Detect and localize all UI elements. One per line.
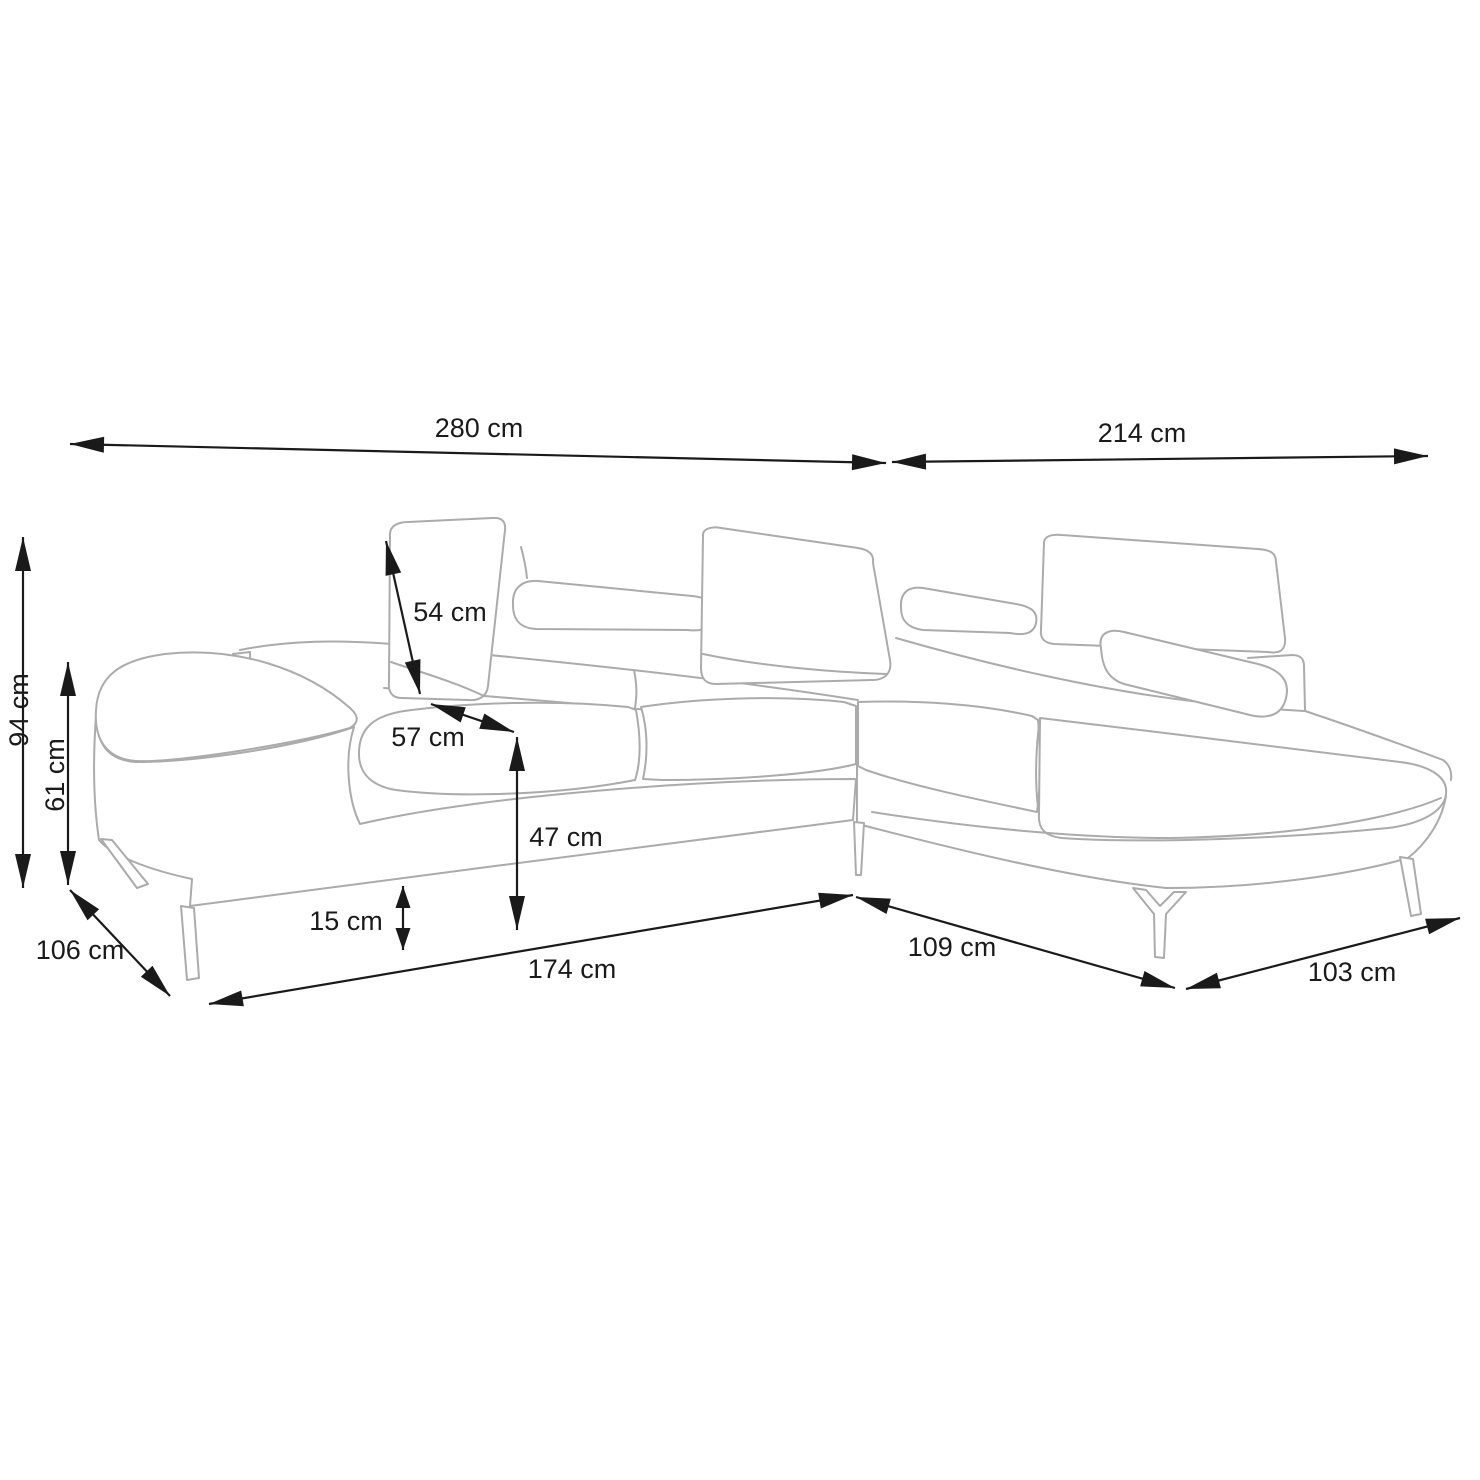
dimension-line xyxy=(856,897,1175,988)
arrowhead xyxy=(396,886,411,908)
dimension-ground-clearance xyxy=(309,886,410,950)
dimension-total-width-left xyxy=(70,413,886,470)
headrest-right xyxy=(1041,535,1285,653)
dimension-depth-right xyxy=(1186,918,1460,989)
sofa-drawing xyxy=(94,518,1451,980)
leg-left-front xyxy=(181,906,199,980)
dimension-label: 57 cm xyxy=(391,722,465,752)
back-seam-l1-m1 xyxy=(521,547,527,578)
dimension-line xyxy=(70,444,886,463)
headrest-left-2 xyxy=(701,527,890,684)
dimension-total-height xyxy=(4,537,34,888)
back-top-edge xyxy=(240,642,392,650)
arrowhead xyxy=(892,454,926,470)
arrowhead xyxy=(1186,973,1221,989)
leg-chaise-middle xyxy=(1133,888,1186,958)
back-pillow-left xyxy=(513,581,714,631)
chaise-cushion xyxy=(1039,718,1446,840)
dimension-depth-left xyxy=(36,890,170,996)
arrowhead xyxy=(1394,448,1428,464)
dimension-total-width-right xyxy=(892,418,1428,470)
dimension-label: 106 cm xyxy=(35,935,125,965)
arrowhead xyxy=(818,893,853,909)
arrowhead xyxy=(60,851,76,885)
dimension-label: 15 cm xyxy=(309,906,383,936)
back-cushion-divider xyxy=(634,670,636,708)
arrowhead xyxy=(15,537,31,571)
arrowhead xyxy=(856,897,891,914)
arrowhead xyxy=(509,896,525,930)
arrowhead xyxy=(209,990,244,1006)
dimension-line xyxy=(209,895,853,1004)
dimension-label: 61 cm xyxy=(40,738,70,812)
leg-corner xyxy=(854,822,864,875)
back-pillow-corner xyxy=(901,588,1036,634)
arrowhead xyxy=(1425,918,1460,934)
arrowhead xyxy=(1140,971,1175,988)
dimension-label: 109 cm xyxy=(907,932,997,962)
arrowhead xyxy=(396,928,411,950)
dimension-label: 54 cm xyxy=(413,597,487,627)
corner-seat-cushion xyxy=(858,702,1040,812)
seat-cushion-2 xyxy=(641,698,856,780)
dimension-label: 174 cm xyxy=(527,954,617,984)
dimension-label: 103 cm xyxy=(1307,957,1397,987)
dimension-line xyxy=(892,456,1428,462)
arrowhead xyxy=(70,437,104,453)
arrowhead xyxy=(15,854,31,888)
dimension-front-width-left xyxy=(209,893,853,1006)
dimension-label: 280 cm xyxy=(434,413,524,443)
dimension-label: 47 cm xyxy=(529,822,603,852)
dimension-front-width-right xyxy=(856,897,1175,988)
dimension-arm-height xyxy=(40,662,76,885)
dimension-label: 214 cm xyxy=(1097,418,1187,448)
arrowhead xyxy=(852,454,886,470)
arrowhead xyxy=(60,662,76,696)
dimension-label: 94 cm xyxy=(4,673,34,747)
leg-right xyxy=(1400,857,1421,916)
